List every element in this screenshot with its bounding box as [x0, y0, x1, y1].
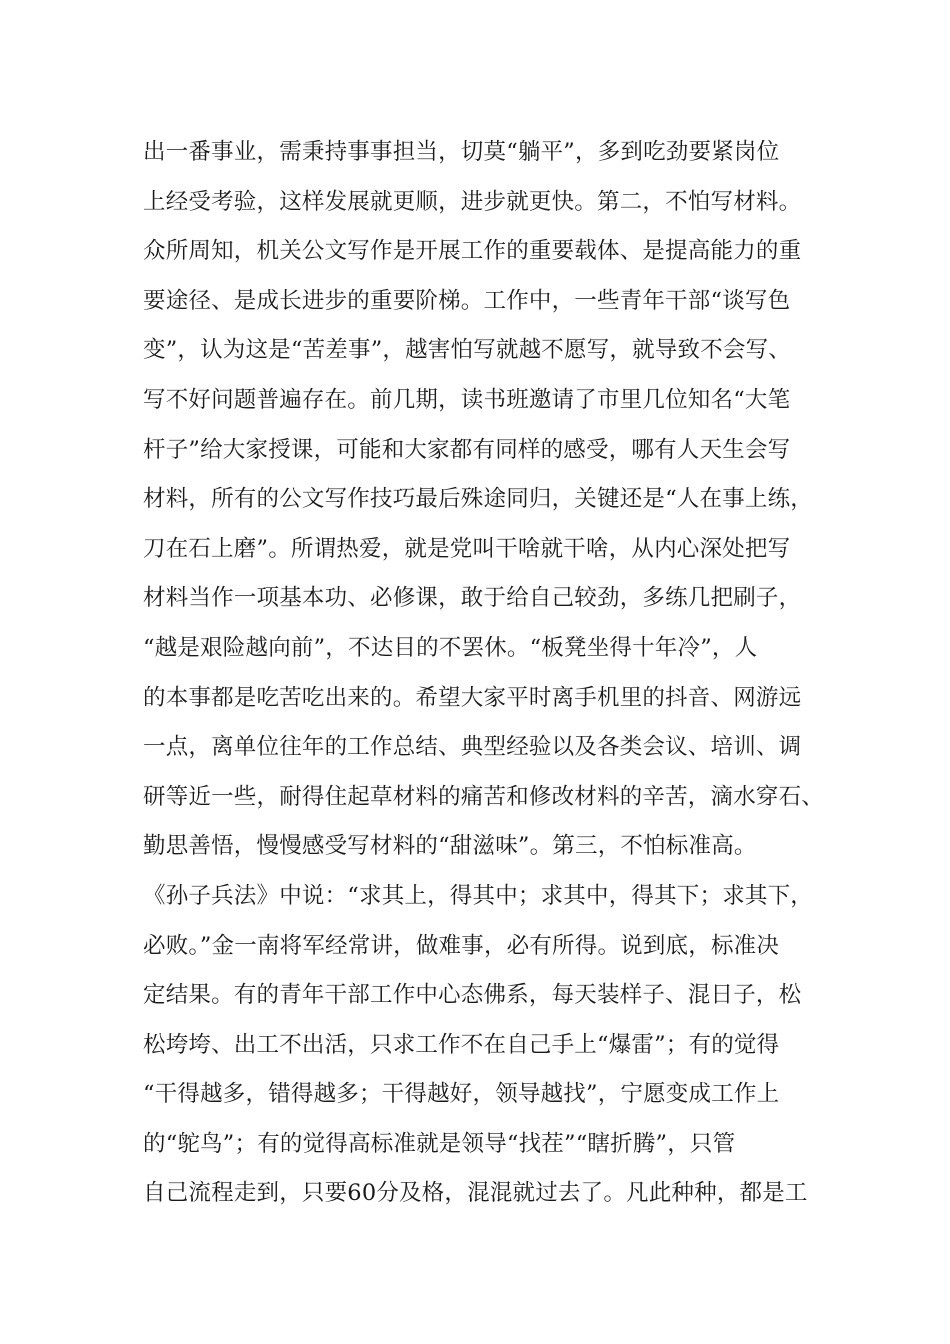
text-line: “干得越多，错得越多；干得越好，领导越找”，宁愿变成工作上: [143, 1081, 780, 1108]
text-line: 一点，离单位往年的工作总结、典型经验以及各类会议、培训、调: [143, 734, 802, 761]
text-line: 要途径、是成长进步的重要阶梯。工作中，一些青年干部“谈写色: [143, 287, 791, 314]
text-line: 材料当作一项基本功、必修课，敢于给自己较劲，多练几把刷子，: [143, 585, 802, 612]
text-line: 的本事都是吃苦吃出来的。希望大家平时离手机里的抖音、网游远: [143, 684, 802, 711]
text-line: “越是艰险越向前”，不达目的不罢休。“板凳坐得十年冷”，人: [143, 634, 758, 661]
text-line: 自己流程走到，只要60分及格，混混就过去了。凡此种种，都是工: [143, 1180, 808, 1207]
text-line: 众所周知，机关公文写作是开展工作的重要载体、是提高能力的重: [143, 238, 802, 265]
text-line: 《孙子兵法》中说：“求其上，得其中；求其中，得其下；求其下，: [143, 882, 814, 909]
text-line: 松垮垮、出工不出活，只求工作不在自己手上“爆雷”；有的觉得: [143, 1031, 780, 1058]
text-line: 材料，所有的公文写作技巧最后殊途同归，关键还是“人在事上练，: [143, 486, 814, 513]
text-line: 写不好问题普遍存在。前几期，读书班邀请了市里几位知名“大笔: [143, 386, 791, 413]
text-line: 刀在石上磨”。所谓热爱，就是党叫干啥就干啥，从内心深处把写: [143, 535, 791, 562]
body-text: [143, 128, 823, 1219]
text-line: 出一番事业，需秉持事事担当，切莫“躺平”，多到吃劲要紧岗位: [143, 139, 780, 165]
text-line: 必败。”金一南将军经常讲，做难事，必有所得。说到底，标准决: [143, 932, 780, 959]
text-line: 定结果。有的青年干部工作中心态佛系，每天装样子、混日子，松: [143, 982, 802, 1009]
text-line: 勤思善悟，慢慢感受写材料的“甜滋味”。第三，不怕标准高。: [143, 833, 757, 860]
text-line: 的“鸵鸟”；有的觉得高标准就是领导“找茬”“瞎折腾”，只管: [143, 1130, 736, 1157]
text-line: 研等近一些，耐得住起草材料的痛苦和修改材料的辛苦，滴水穿石、: [143, 783, 825, 810]
text-line: 上经受考验，这样发展就更顺，进步就更快。第二，不怕写材料。: [143, 188, 802, 215]
text-line: 杆子”给大家授课，可能和大家都有同样的感受，哪有人天生会写: [143, 436, 791, 463]
text-line: 变”，认为这是“苦差事”，越害怕写就越不愿写，就导致不会写、: [143, 337, 792, 364]
